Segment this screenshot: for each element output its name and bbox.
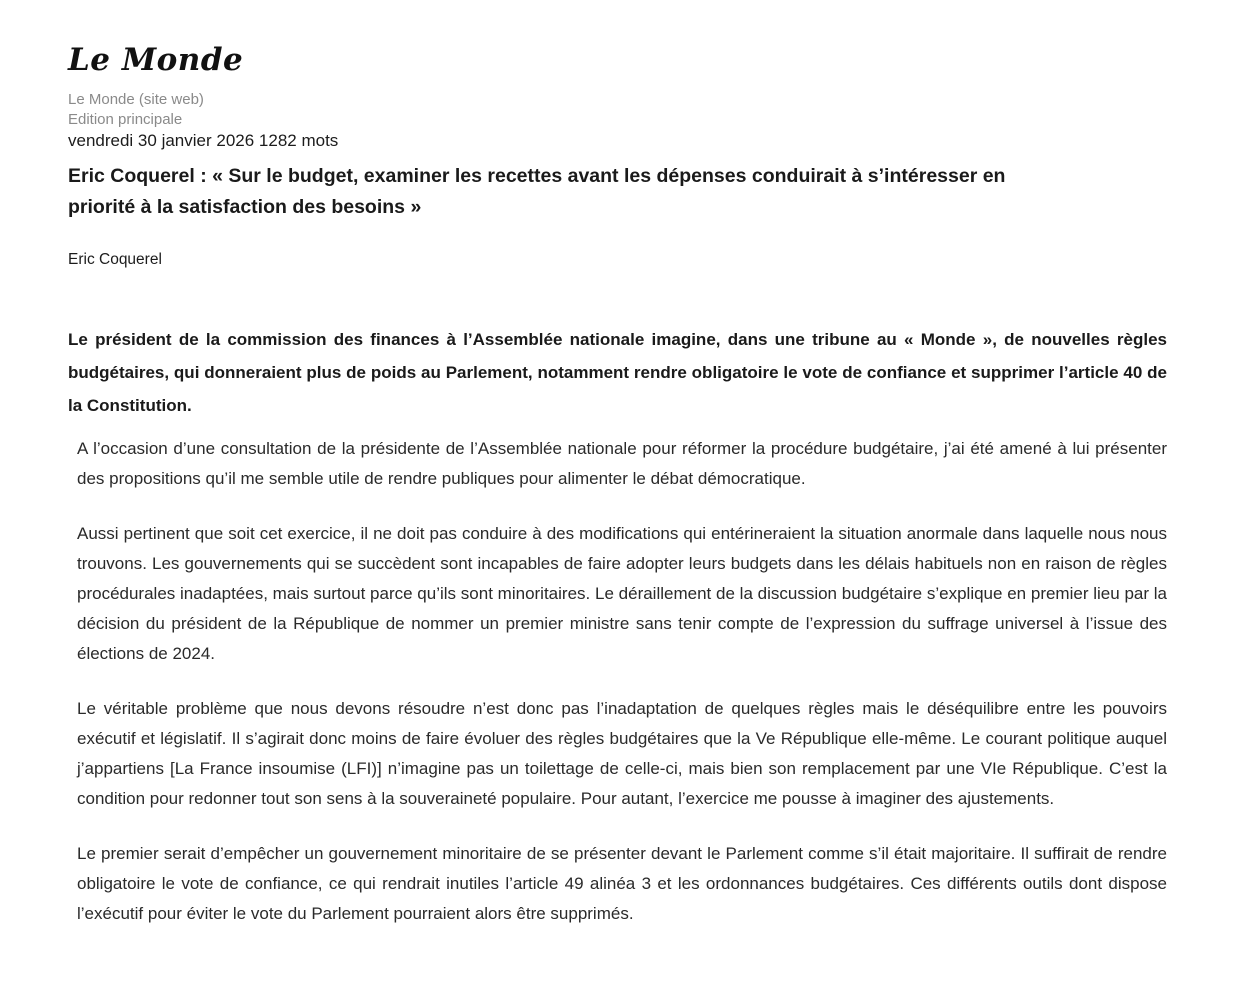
- article-paragraph: Le premier serait d’empêcher un gouvernement minoritaire de se présenter devant le Parlement comme s’il était majoritaire. Il suffirait de rendre obligatoire le vote de confiance, ce qui rendrait inutiles l’article 49 alinéa 3 et les ordonnances budgétaires. Ces différents outils dont dispose l’exécutif pour éviter le vote du Parlement pourraient alors être supprimés.: [77, 844, 1167, 923]
- lemonde-logo: Le Monde: [68, 42, 244, 78]
- source-line: Le Monde (site web): [68, 91, 204, 108]
- article-body: [68, 434, 1167, 929]
- article-lead: Le président de la commission des finances à l’Assemblée nationale imagine, dans une tribune au « Monde », de nouvelles règles budgétaires, qui donneraient plus de poids au Parlement, notamment rendre obligatoire le vote de confiance et supprimer l’article 40 de la Constitution.: [68, 330, 1167, 415]
- article-paragraph: Le véritable problème que nous devons résoudre n’est donc pas l’inadaptation de quelques règles mais le déséquilibre entre les pouvoirs exécutif et législatif. Il s’agirait donc moins de faire évoluer des règles budgétaires que la Ve République elle-même. Le courant politique auquel j’appartiens [La France insoumise (LFI)] n’imagine pas un toilettage de celle-ci, mais bien son remplacement par une VIe République. C’est la condition pour redonner tout son sens à la souveraineté populaire. Pour autant, l’exercice me pousse à imaginer des ajustements.: [77, 699, 1167, 808]
- article-paragraph: A l’occasion d’une consultation de la présidente de l’Assemblée nationale pour réformer la procédure budgétaire, j’ai été amené à lui présenter des propositions qu’il me semble utile de rendre publiques pour alimenter le débat démocratique.: [77, 439, 1167, 488]
- article-paragraph: Aussi pertinent que soit cet exercice, il ne doit pas conduire à des modifications qui entérineraient la situation anormale dans laquelle nous nous trouvons. Les gouvernements qui se succèdent sont incapables de faire adopter leurs budgets dans les délais habituels non en raison de règles procédurales inadaptées, mais surtout parce qu’ils sont minoritaires. Le déraillement de la discussion budgétaire s’explique en premier lieu par la décision du président de la République de nommer un premier ministre sans tenir compte de l’expression du suffrage universel à l’issue des élections de 2024.: [77, 524, 1167, 663]
- article-byline: Eric Coquerel: [68, 251, 162, 268]
- article-headline: Eric Coquerel : « Sur le budget, examiner les recettes avant les dépenses conduirait à s’intéresser en priorité à la satisfaction des besoins »: [68, 165, 1006, 218]
- dateline: vendredi 30 janvier 2026 1282 mots: [68, 131, 339, 150]
- edition-line: Edition principale: [68, 111, 183, 128]
